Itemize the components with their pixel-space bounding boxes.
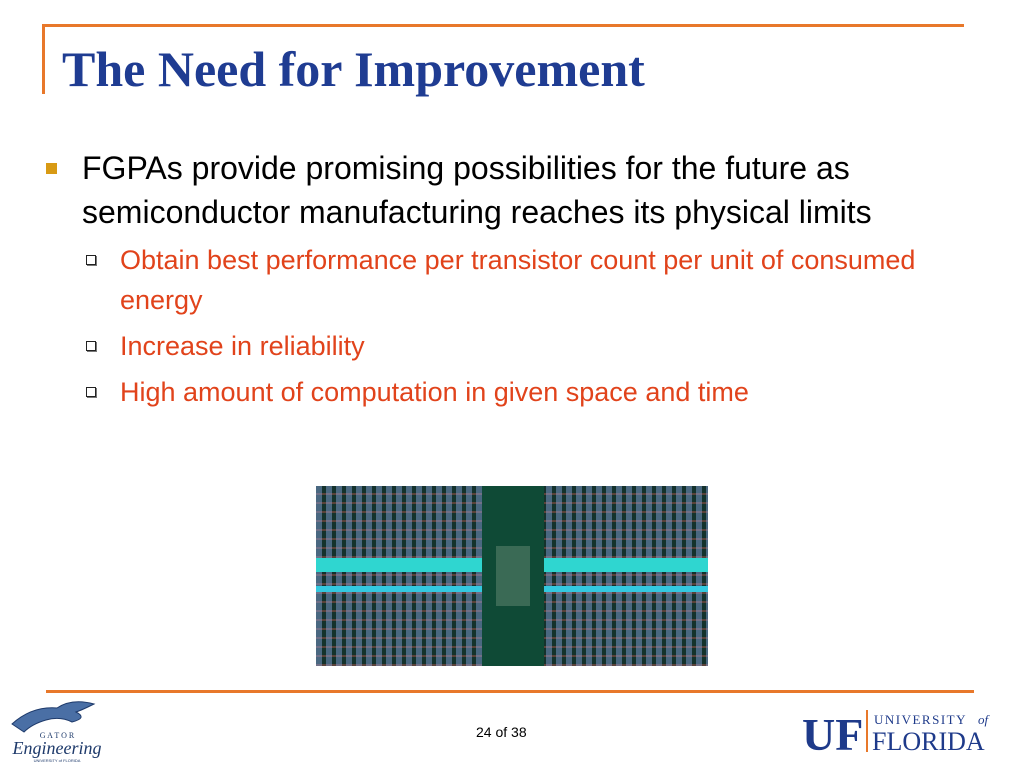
sub-bullet-text: Obtain best performance per transistor count per unit of consumed energy — [120, 245, 916, 315]
bullet-item — [40, 146, 1000, 234]
footer-rule — [46, 690, 974, 693]
uf-monogram: UF — [802, 709, 864, 756]
title-frame-top-rule — [42, 24, 964, 27]
chip-die-photo — [316, 486, 708, 666]
engineering-wordmark: Engineering — [12, 738, 102, 758]
logo-subtitle: UNIVERSITY of FLORIDA — [33, 758, 81, 763]
sub-bullet-item — [40, 240, 1000, 320]
bullet-text: FGPAs provide promising possibilities for the future as semiconductor manufacturing reaches its physical limits — [82, 150, 872, 230]
bullet-list — [40, 146, 1000, 412]
of-word: of — [978, 712, 989, 727]
sub-bullet-text: Increase in reliability — [120, 331, 365, 361]
hollow-square-bullet-icon — [86, 341, 96, 351]
hollow-square-bullet-icon — [86, 255, 96, 265]
university-word: UNIVERSITY — [874, 712, 967, 727]
slide-title: The Need for Improvement — [62, 41, 645, 97]
gator-engineering-logo — [2, 694, 112, 766]
sub-bullet-text: High amount of computation in given space and time — [120, 377, 749, 407]
sub-bullet-item — [40, 326, 1000, 366]
logo-divider — [866, 710, 868, 752]
page-indicator: 24 of 38 — [476, 724, 527, 740]
gator-icon — [12, 702, 94, 732]
sub-bullet-item — [40, 372, 1000, 412]
uf-university-of-florida-logo — [802, 706, 1012, 756]
florida-word: FLORIDA — [872, 727, 985, 756]
title-frame-left-rule — [42, 24, 45, 94]
hollow-square-bullet-icon — [86, 387, 96, 397]
gator-wordmark: G A T O R — [39, 731, 75, 740]
square-bullet-icon — [46, 163, 57, 174]
chip-center-block — [496, 546, 530, 606]
